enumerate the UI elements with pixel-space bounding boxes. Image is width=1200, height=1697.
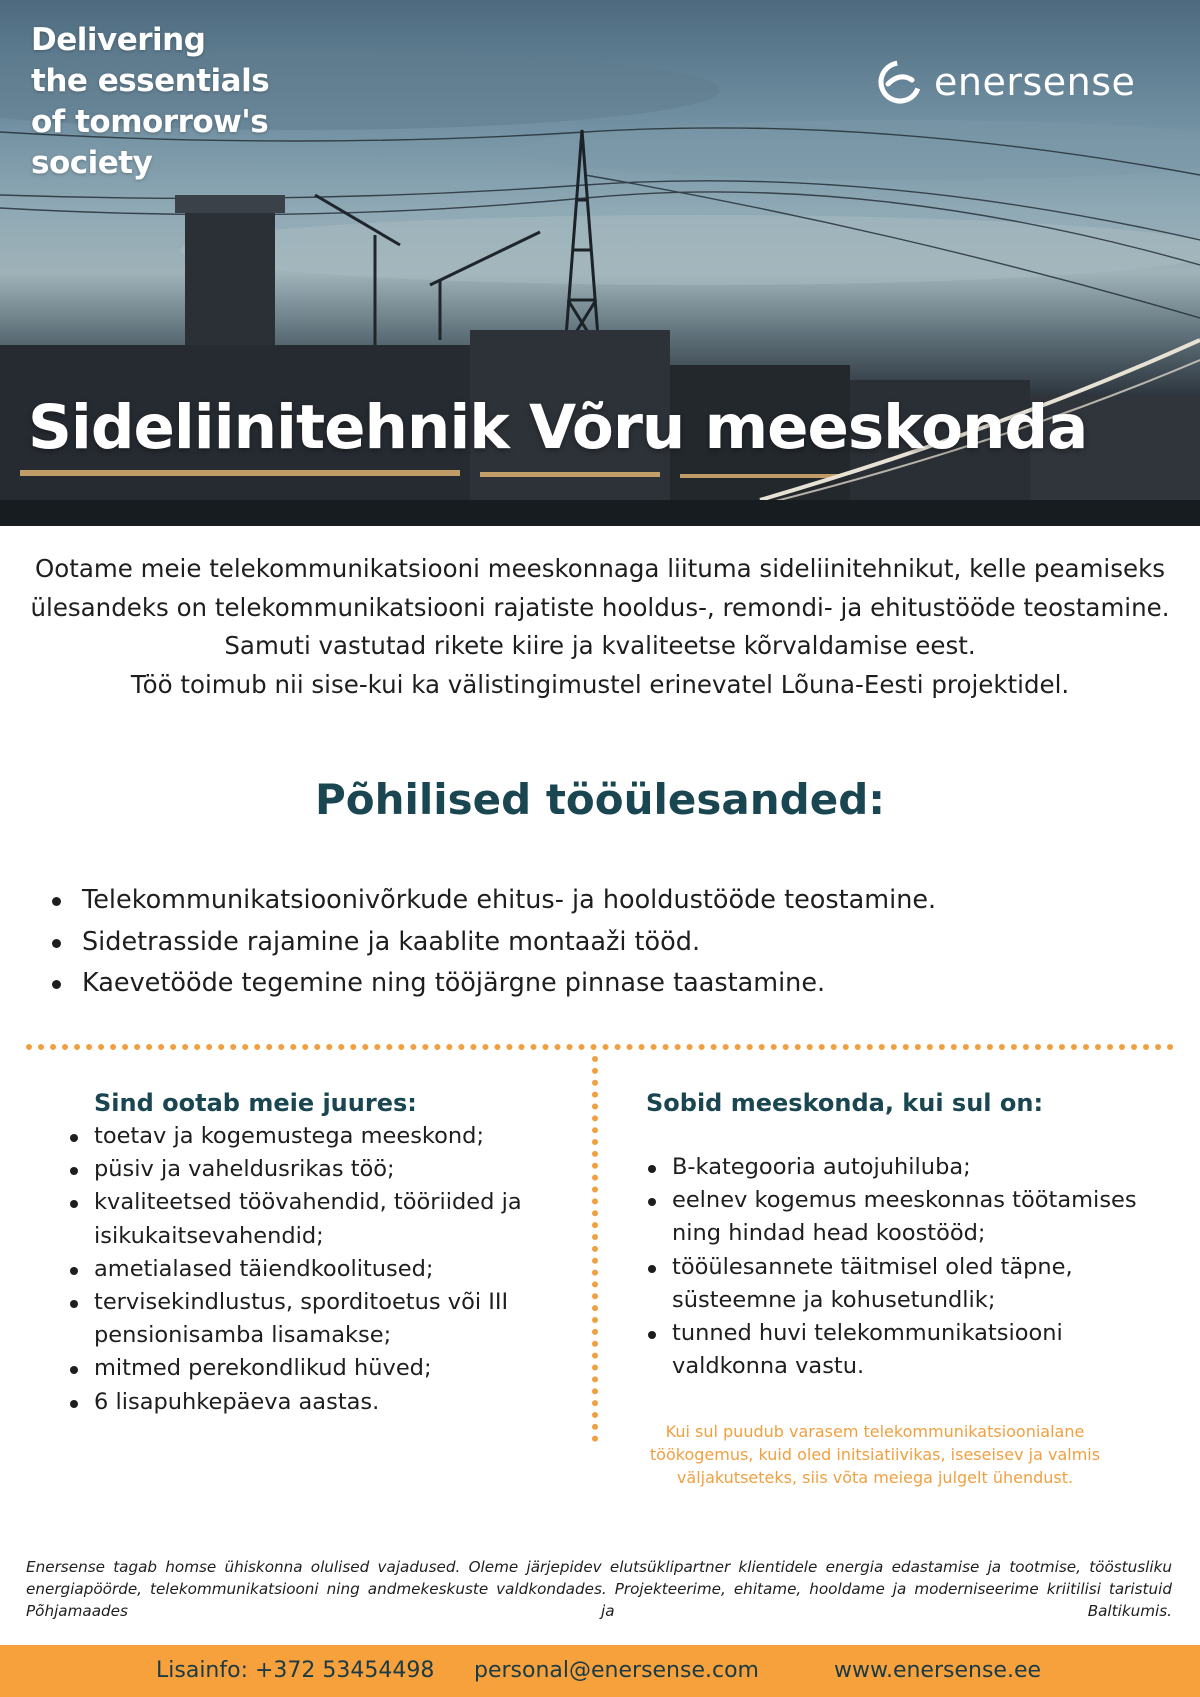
dotted-divider-vertical	[592, 1056, 598, 1442]
duties-list	[44, 880, 1174, 1005]
list-item: tervisekindlustus, sporditoetus või III pensionisamba lisamakse;	[64, 1286, 534, 1352]
list-item: Sidetrasside rajamine ja kaablite montaaži tööd.	[44, 922, 1174, 964]
contact-email[interactable]: personal@enersense.com	[474, 1658, 759, 1683]
job-title: Sideliinitehnik Võru meeskonda	[28, 392, 1088, 463]
company-description: Enersense tagab homse ühiskonna olulised vajadused. Oleme järjepidev elutsüklipartner klientidele energia edastamise ja tootmise, tööstusliku energiapöörde, telekommunikatsiooni ning andmekeskuste valdkondades. Projekteerime, ehitame, hooldame ja moderniseerime kriitilisi taristuid Põhjamaades ja Baltikumis.	[26, 1558, 1172, 1620]
tagline-line: society	[31, 145, 153, 181]
hero-banner	[0, 0, 1200, 526]
logo-wordmark: enersense	[934, 60, 1136, 104]
requirements-section	[642, 1086, 1172, 1383]
encouragement-note: Kui sul puudub varasem telekommunikatsioonialane töökogemus, kuid oled initsiatiivikas, iseseisev ja valmis väljakutseteks, siis võta meiega julgelt ühendust.	[649, 1422, 1101, 1487]
intro-paragraph: Töö toimub nii sise-kui ka välistingimustel erinevatel Lõuna-Eesti projektidel.	[130, 669, 1070, 699]
intro-paragraph: Ootame meie telekommunikatsiooni meeskonnaga liituma sideliinitehnikut, kelle peamiseks ülesandeks on telekommunikatsiooni rajatiste hooldus-, remondi- ja ehitustööde teostamine. Samuti vastutad rikete kiire ja kvaliteetse kõrvaldamise eest.	[30, 554, 1170, 660]
main-duties-heading: Põhilised tööülesanded:	[314, 775, 886, 824]
benefits-heading: Sind ootab meie juures:	[94, 1089, 417, 1117]
list-item: eelnev kogemus meeskonnas töötamises ning hindad head koostööd;	[642, 1184, 1172, 1250]
dotted-divider-horizontal	[26, 1044, 1174, 1050]
tagline	[31, 20, 351, 184]
list-item: Kaevetööde tegemine ning tööjärgne pinnase taastamine.	[44, 963, 1174, 1005]
list-item: tööülesannete täitmisel oled täpne, süsteemne ja kohusetundlik;	[642, 1251, 1172, 1317]
list-item: mitmed perekondlikud hüved;	[64, 1352, 534, 1385]
tagline-line: the essentials	[31, 63, 270, 99]
list-item: ametialased täiendkoolitused;	[64, 1253, 534, 1286]
list-item: B-kategooria autojuhiluba;	[642, 1151, 1172, 1184]
list-item: tunned huvi telekommunikatsiooni valdkonna vastu.	[642, 1317, 1172, 1383]
benefits-list	[64, 1120, 534, 1419]
requirements-list	[642, 1151, 1172, 1383]
enersense-logo	[878, 60, 1135, 104]
tagline-line: Delivering	[31, 22, 206, 58]
benefits-section	[64, 1086, 534, 1419]
list-item: 6 lisapuhkepäeva aastas.	[64, 1386, 534, 1419]
list-item: püsiv ja vaheldusrikas töö;	[64, 1153, 534, 1186]
requirements-heading: Sobid meeskonda, kui sul on:	[646, 1089, 1044, 1117]
enersense-logo-icon	[878, 60, 922, 104]
list-item: toetav ja kogemustega meeskond;	[64, 1120, 534, 1153]
list-item: kvaliteetsed töövahendid, tööriided ja isikukaitsevahendid;	[64, 1186, 534, 1252]
intro-text	[26, 550, 1174, 704]
contact-website[interactable]: www.enersense.ee	[834, 1658, 1042, 1683]
tagline-line: of tomorrow's	[31, 104, 269, 140]
contact-phone[interactable]: Lisainfo: +372 53454498	[156, 1658, 435, 1683]
contact-bar	[0, 1645, 1200, 1697]
list-item: Telekommunikatsioonivõrkude ehitus- ja hooldustööde teostamine.	[44, 880, 1174, 922]
